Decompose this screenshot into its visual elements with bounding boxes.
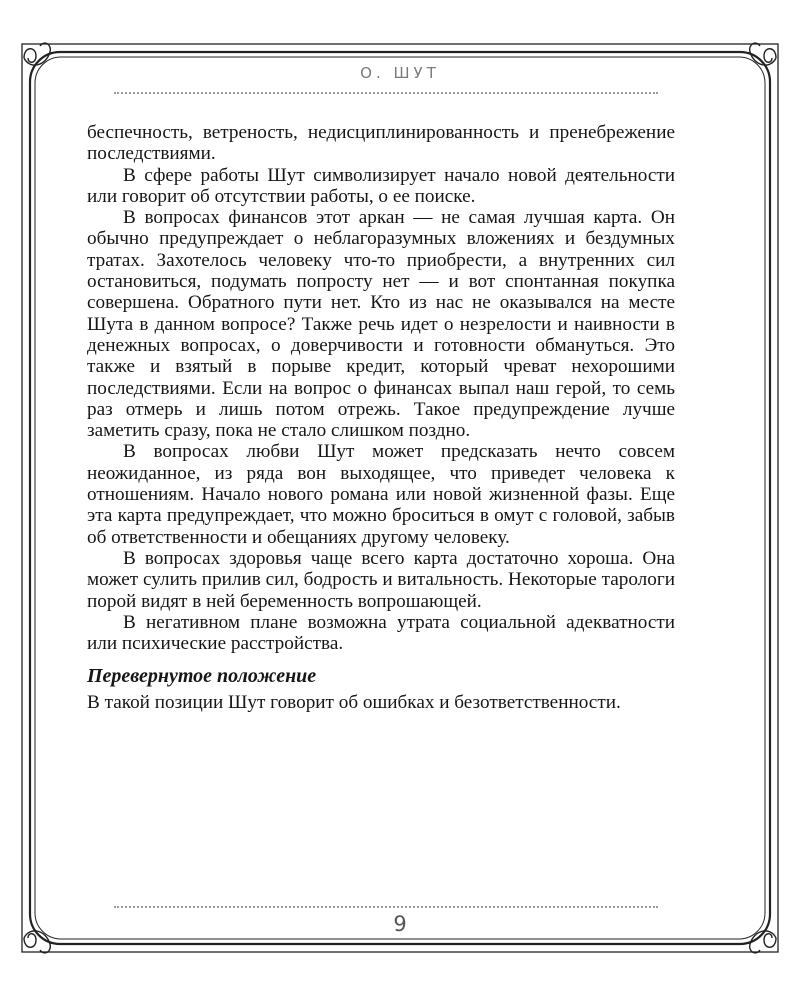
bottom-dotted-divider: [114, 906, 658, 908]
top-dotted-divider: [114, 92, 658, 94]
paragraph: В вопросах финансов этот аркан — не самая лучшая карта. Он обычно предупреждает о неблагоразумных вложениях и бездумных тратах. Захотелось человеку что-то приобрести, а внутренних сил остановиться, подумать попросту нет — и вот спонтанная покупка совершена. Обратного пути нет. Кто из нас не оказывался на месте Шута в данном вопросе? Также речь идет о незрелости и наивности в денежных вопросах, о доверчивости и готовности обмануться. Это также и взятый в порыве кредит, который чреват нехорошими последствиями. Если на вопрос о финансах выпал наш герой, то семь раз отмерь и лишь потом отрежь. Такое предупреждение лучше заметить сразу, пока не стало слишком поздно.: [87, 207, 675, 442]
running-head: О. ШУТ: [360, 64, 440, 82]
paragraph: В вопросах любви Шут может предсказать нечто совсем неожиданное, из ряда вон выходящее, что приведет человека к отношениям. Начало нового романа или новой жизненной фазы. Еще эта карта предупреждает, что можно броситься в омут с головой, забыв об ответственности и обещаниях другому человеку.: [87, 441, 675, 548]
paragraph: беспечность, ветреность, недисциплинированность и пренебрежение последствиями.: [87, 122, 675, 165]
page-number: 9: [393, 912, 407, 936]
paragraph: В вопросах здоровья чаще всего карта достаточно хороша. Она может сулить прилив сил, бодрость и витальность. Некоторые тарологи порой видят в ней беременность вопрошающей.: [87, 547, 675, 612]
section-subheading: Перевернутое положение: [87, 665, 317, 688]
paragraph: В такой позиции Шут говорит об ошибках и безответственности.: [87, 692, 621, 714]
paragraph: В негативном плане возможна утрата социальной адекватности или психические расстройства.: [87, 611, 675, 655]
paragraph: В сфере работы Шут символизирует начало новой деятельности или говорит об отсутствии работы, о ее поиске.: [87, 164, 675, 207]
page-body: [87, 122, 675, 714]
